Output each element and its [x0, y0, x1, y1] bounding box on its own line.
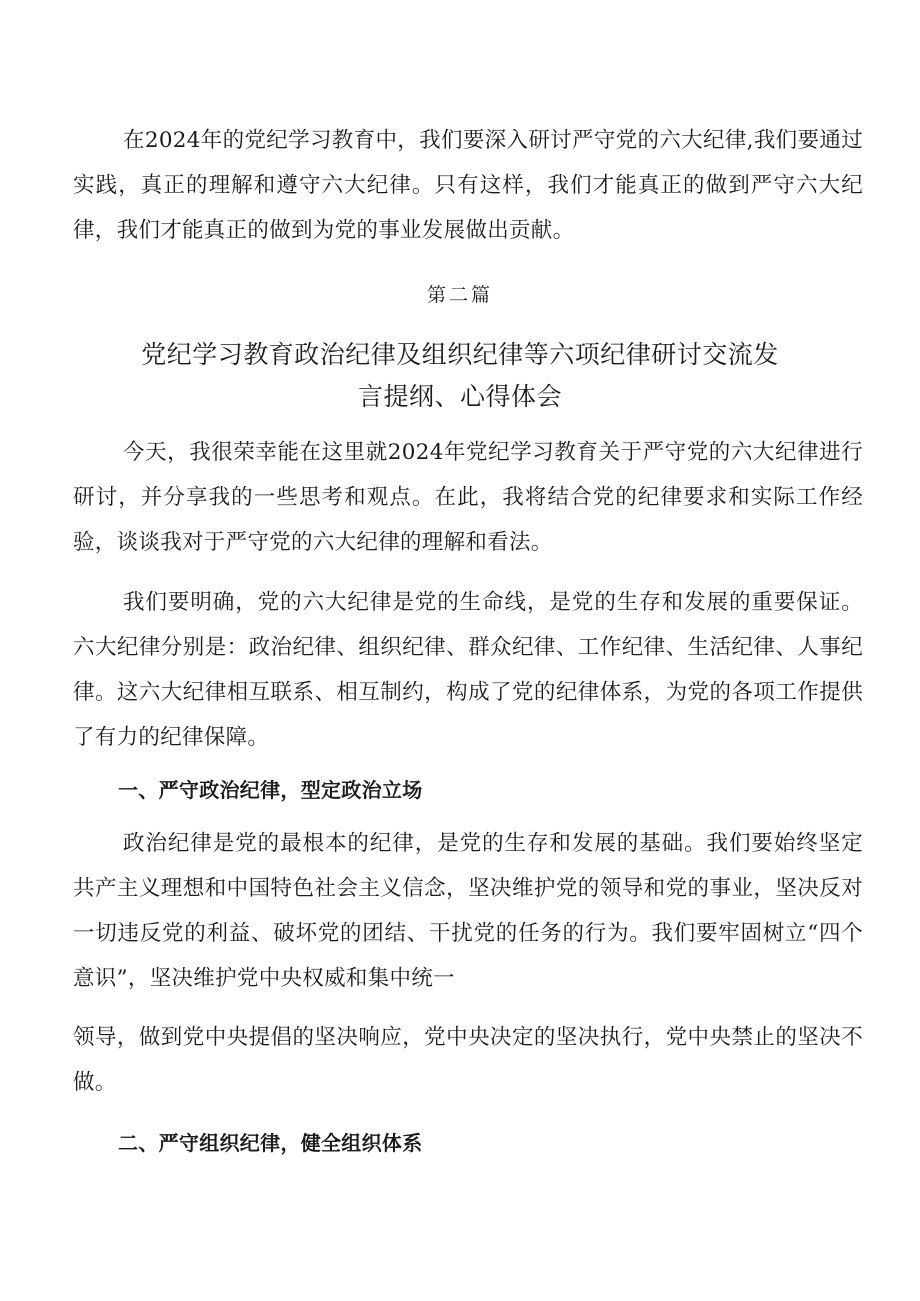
title-line-1: 党纪学习教育政治纪律及组织纪律等六项纪律研讨交流发: [141, 340, 779, 369]
section-label: 第二篇: [426, 284, 493, 306]
body-paragraph: 领导，做到党中央提倡的坚决响应，党中央决定的坚决执行，党中央禁止的坚决不做。: [73, 1025, 863, 1095]
section-heading: 二、严守组织纪律，健全组织体系: [118, 1131, 423, 1155]
title-line-2: 言提纲、心得体会: [357, 382, 562, 411]
document-title: [60, 334, 860, 418]
body-paragraph: 政治纪律是党的最根本的纪律，是党的生存和发展的基础。我们要始终坚定共产主义理想和中国特色社会主义信念，坚决维护党的领导和党的事业，坚决反对一切违反党的利益、破坏党的团结、干扰党的任务的行为。我们要牢固树立“四个意识”，坚决维护党中央权威和集中统一: [73, 831, 863, 991]
section-heading: 一、严守政治纪律，型定政治立场: [118, 778, 423, 802]
body-paragraph: 我们要明确，党的六大纪律是党的生命线，是党的生存和发展的重要保证。六大纪律分别是：政治纪律、组织纪律、群众纪律、工作纪律、生活纪律、人事纪律。这六大纪律相互联系、相互制约，构成了党的纪律体系，为党的各项工作提供了有力的纪律保障。: [73, 590, 863, 750]
intro-paragraph: 在2024年的党纪学习教育中，我们要深入研讨严守党的六大纪律,我们要通过实践，真正的理解和遵守六大纪律。只有这样，我们才能真正的做到严守六大纪律，我们才能真正的做到为党的事业发展做出贡献。: [73, 128, 863, 243]
body-paragraph: 今天，我很荣幸能在这里就2024年党纪学习教育关于严守党的六大纪律进行研讨，并分享我的一些思考和观点。在此，我将结合党的纪律要求和实际工作经验，谈谈我对于严守党的六大纪律的理解和看法。: [73, 440, 863, 555]
